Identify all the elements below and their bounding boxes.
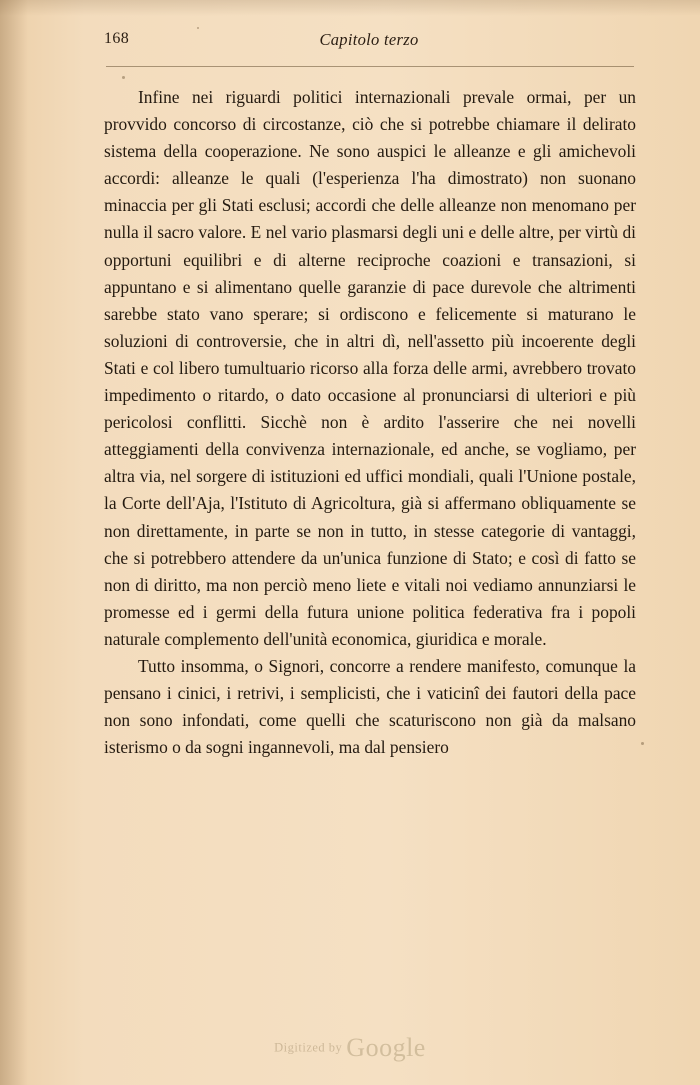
scan-speck (197, 27, 199, 29)
page-number: 168 (104, 30, 130, 47)
scan-speck (641, 742, 644, 745)
paragraph: Infine nei riguardi politici internazionali prevale ormai, per un provvido concorso di circostanze, ciò che si potrebbe chiamare il delirato sistema della cooperazione. Ne sono auspici le alleanze e gli amichevoli accordi: alleanze le quali (l'esperienza l'ha dimostrato) non suonano minaccia per gli Stati esclusi; accordi che delle alleanze non menomano per nulla il sacro valore. E nel vario plasmarsi degli uni e delle altre, per virtù di opportuni equilibri e di alterne reciproche coazioni e transazioni, si appuntano e si alimentano quelle garanzie di pace durevole che altrimenti sarebbe stato vano sperare; si ordiscono e felicemente si maturano le soluzioni di controversie, che in altri dì, nell'assetto più incoerente degli Stati e col libero tumultuario ricorso alla forza delle armi, avrebbero trovato impedimento o ritardo, o dato occasione al pronunciarsi di ulteriori e più pericolosi conflitti. Sicchè non è ardito l'asserire che nei novelli atteggiamenti della convivenza internazionale, ed anche, se vogliamo, per altra via, nel sorgere di istituzioni ed uffici mondiali, quali l'Unione postale, la Corte dell'Aja, l'Istituto di Agricoltura, già si affermano obliquamente se non direttamente, in parte se non in tutto, in stesse categorie di vantaggi, che si potrebbero attendere da un'unica funzione di Stato; e così di fatto se non di diritto, ma non perciò meno liete e vitali noi vediamo annunziarsi le promesse ed i germi della futura unione politica federativa fra i popoli naturale complemento dell'unità economica, giuridica e morale. (104, 87, 636, 649)
paragraph: Tutto insomma, o Signori, concorre a rendere manifesto, comunque la pensano i cinici, i retrivi, i semplicisti, che i vaticinî dei fautori della pace non sono infondati, come quelli che scaturiscono non già da malsano isterismo o da sogni ingannevoli, ma dal pensiero (104, 655, 636, 758)
google-wordmark: Google (346, 1033, 426, 1062)
page-top-shadow (0, 0, 700, 16)
digitization-watermark (0, 1033, 700, 1063)
header-rule (106, 66, 634, 67)
running-head (104, 30, 634, 54)
digitized-by-label: Digitized by (274, 1040, 343, 1055)
body-text (104, 84, 636, 761)
scan-speck (122, 76, 125, 79)
chapter-running-title: Capitolo terzo (319, 30, 419, 49)
page-edge-shadow (0, 0, 28, 1085)
